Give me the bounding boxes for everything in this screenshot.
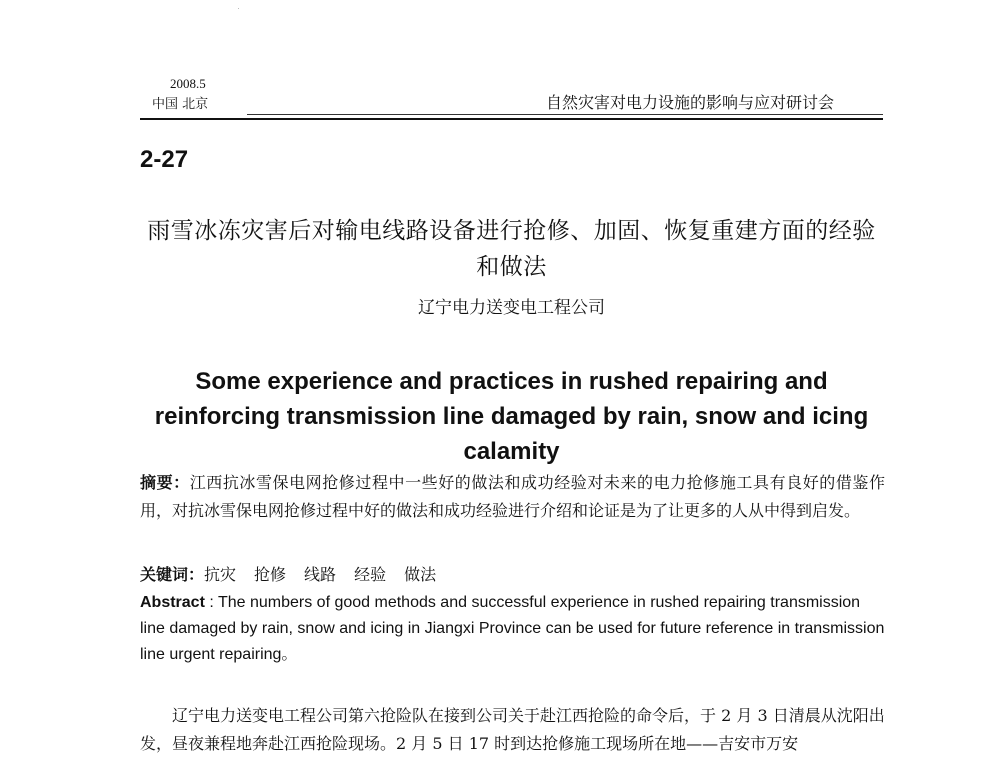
- keyword-item: 抗灾: [204, 565, 237, 584]
- abstract-chinese-label: 摘要：: [140, 473, 190, 492]
- title-chinese: 雨雪冰冻灾害后对输电线路设备进行抢修、加固、恢复重建方面的经验和做法: [147, 218, 876, 280]
- scan-speck: [238, 8, 239, 9]
- keyword-item: 线路: [304, 565, 337, 584]
- abstract-chinese: [140, 469, 885, 525]
- keywords: [140, 562, 454, 585]
- keyword-item: 抢修: [254, 565, 287, 584]
- body-paragraph: 辽宁电力送变电工程公司第六抢险队在接到公司关于赴江西抢险的命令后，于 2 月 3 日清晨从沈阳出发，昼夜兼程地奔赴江西抢险现场。2 月 5 日 17 时到达抢修施工现场所在地——吉安市万安: [140, 706, 885, 753]
- abstract-english-label: Abstract: [140, 594, 205, 611]
- header-place: 中国 北京: [152, 97, 209, 112]
- abstract-chinese-text: 江西抗冰雪保电网抢修过程中一些好的做法和成功经验对未来的电力抢修施工具有良好的借鉴作用，对抗冰雪保电网抢修过程中好的做法和成功经验进行介绍和论证是为了让更多的人从中得到启发。: [140, 473, 885, 520]
- keyword-item: 做法: [404, 565, 437, 584]
- header-date: 2008.5: [170, 76, 206, 91]
- header-rule: [140, 118, 883, 120]
- title-english: Some experience and practices in rushed repairing and reinforcing transmission line damaged by rain, snow and icing calamity: [154, 368, 869, 465]
- header-conference: 自然灾害对电力设施的影响与应对研讨会: [546, 93, 835, 112]
- paper-number: 2-27: [140, 146, 189, 173]
- header-rule-thin: [247, 114, 883, 115]
- keyword-item: 经验: [354, 565, 387, 584]
- abstract-english-text: : The numbers of good methods and successful experience in rushed repairing transmission line damaged by rain, snow and icing in Jiangxi Province can be used for future reference in transmission line urgent repairing。: [140, 594, 885, 663]
- keywords-label: 关键词：: [140, 565, 205, 584]
- organization-chinese: 辽宁电力送变电工程公司: [418, 298, 605, 318]
- abstract-english: [140, 590, 885, 668]
